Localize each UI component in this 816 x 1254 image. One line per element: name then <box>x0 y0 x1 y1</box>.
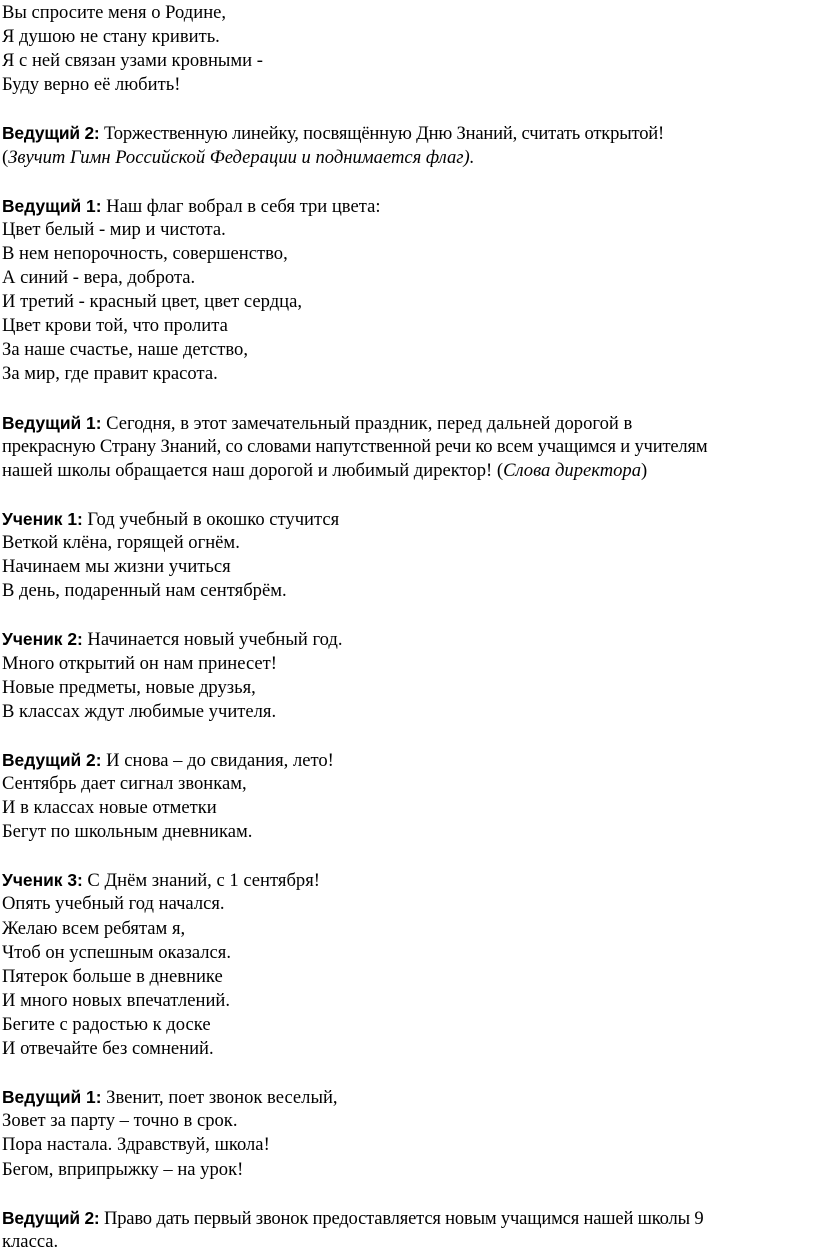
speech-line <box>2 1206 814 1230</box>
speech-line <box>2 868 814 892</box>
poem-line: Цвет крови той, что пролита <box>2 315 228 337</box>
speaker-label: Ученик 2: <box>2 629 83 650</box>
speech-line <box>2 748 814 772</box>
speech-block <box>2 194 814 387</box>
speech-line <box>2 627 814 651</box>
poem-line: Начинаем мы жизни учиться <box>2 556 231 578</box>
stage-direction: Звучит Гимн Российской Федерации и поднимается флаг). <box>8 146 475 168</box>
speech-line: прекрасную Страну Знаний, со словами напутственной речи ко всем учащимся и учителям <box>2 435 708 457</box>
poem-line: И в классах новые отметки <box>2 797 217 819</box>
poem-line: Пятерок больше в дневнике <box>2 965 223 987</box>
poem-line: А синий - вера, доброта. <box>2 267 196 289</box>
speaker-label: Ведущий 1: <box>2 195 102 216</box>
poem-line: И много новых впечатлений. <box>2 989 230 1011</box>
stage-direction-line <box>2 146 814 170</box>
speech-text: Начинается новый учебный год. <box>82 629 343 651</box>
poem-line: Я душою не стану кривить. <box>2 26 220 48</box>
speech-block <box>2 1206 814 1254</box>
poem-line: Желаю всем ребятам я, <box>2 917 186 939</box>
poem-line: Пора настала. Здравствуй, школа! <box>2 1134 270 1156</box>
speech-line <box>2 411 814 435</box>
poem-line: Новые предметы, новые друзья, <box>2 676 256 698</box>
speaker-label: Ведущий 2: <box>2 1207 100 1228</box>
poem-line: Цвет белый - мир и чистота. <box>2 218 226 240</box>
speaker-label: Ведущий 1: <box>2 1087 102 1108</box>
speech-block <box>2 1085 814 1181</box>
poem-line: И третий - красный цвет, цвет сердца, <box>2 291 303 313</box>
paragraph-gap <box>2 1182 814 1206</box>
speech-line: класса. <box>2 1230 59 1252</box>
speech-block <box>2 748 814 844</box>
speech-text: Сегодня, в этот замечательный праздник, перед дальней дорогой в <box>101 412 633 434</box>
poem-line: Чтоб он успешным оказался. <box>2 941 231 963</box>
stage-paren-open: ( <box>2 146 9 168</box>
poem-line: Бегите с радостью к доске <box>2 1013 211 1035</box>
speaker-label: Ученик 1: <box>2 508 83 529</box>
speech-text: Торжественную линейку, посвящённую Дню Знаний, считать открытой! <box>99 123 665 145</box>
stage-direction: Слова директора <box>503 459 642 481</box>
speaker-label: Ведущий 2: <box>2 749 102 770</box>
speech-line <box>2 507 814 531</box>
poem-line: Бегом, вприпрыжку – на урок! <box>2 1158 244 1180</box>
poem-line: За наше счастье, наше детство, <box>2 339 248 361</box>
speech-line <box>2 121 814 145</box>
poem-line: За мир, где правит красота. <box>2 363 218 385</box>
paragraph-gap <box>2 1061 814 1085</box>
poem-line: Буду верно её любить! <box>2 74 181 96</box>
speech-line <box>2 459 814 483</box>
intro-poem <box>2 1 814 97</box>
speech-line <box>2 194 814 218</box>
poem-line: Зовет за парту – точно в срок. <box>2 1110 238 1132</box>
poem-line: В день, подаренный нам сентябрём. <box>2 580 287 602</box>
poem-line: Вы спросите меня о Родине, <box>2 2 227 23</box>
speech-block <box>2 411 814 483</box>
speech-text: И снова – до свидания, лето! <box>101 749 334 771</box>
speech-text: Год учебный в окошко стучится <box>82 508 340 530</box>
speech-block <box>2 121 814 169</box>
poem-line: Я с ней связан узами кровными - <box>2 50 263 72</box>
speech-line <box>2 1085 814 1109</box>
poem-line: Опять учебный год начался. <box>2 893 225 915</box>
poem-line: В классах ждут любимые учителя. <box>2 700 277 722</box>
speech-block <box>2 507 814 603</box>
speech-text: Право дать первый звонок предоставляется новым учащимся нашей школы 9 <box>99 1207 704 1229</box>
paragraph-gap <box>2 483 814 507</box>
paragraph-gap <box>2 170 814 194</box>
poem-line: Бегут по школьным дневникам. <box>2 821 253 843</box>
speaker-label: Ученик 3: <box>2 870 83 891</box>
paragraph-gap <box>2 387 814 411</box>
paragraph-gap <box>2 844 814 868</box>
speech-text: Звенит, поет звонок веселый, <box>101 1087 338 1109</box>
document-page <box>2 1 814 1254</box>
speech-block <box>2 868 814 1061</box>
speaker-label: Ведущий 1: <box>2 412 102 433</box>
paragraph-gap <box>2 603 814 627</box>
poem-line: И отвечайте без сомнений. <box>2 1038 214 1060</box>
poem-line: Веткой клёна, горящей огнём. <box>2 532 240 554</box>
speaker-label: Ведущий 2: <box>2 123 100 144</box>
stage-paren-close: ) <box>641 459 648 481</box>
poem-line: Много открытий он нам принесет! <box>2 652 277 674</box>
speech-text: С Днём знаний, с 1 сентября! <box>82 870 320 892</box>
speech-text: Наш флаг вобрал в себя три цвета: <box>101 195 381 217</box>
speech-block <box>2 627 814 723</box>
poem-line: Сентябрь дает сигнал звонкам, <box>2 773 247 794</box>
speech-text: нашей школы обращается наш дорогой и любимый директор! ( <box>2 459 504 481</box>
paragraph-gap <box>2 97 814 121</box>
paragraph-gap <box>2 724 814 748</box>
poem-line: В нем непорочность, совершенство, <box>2 242 288 264</box>
